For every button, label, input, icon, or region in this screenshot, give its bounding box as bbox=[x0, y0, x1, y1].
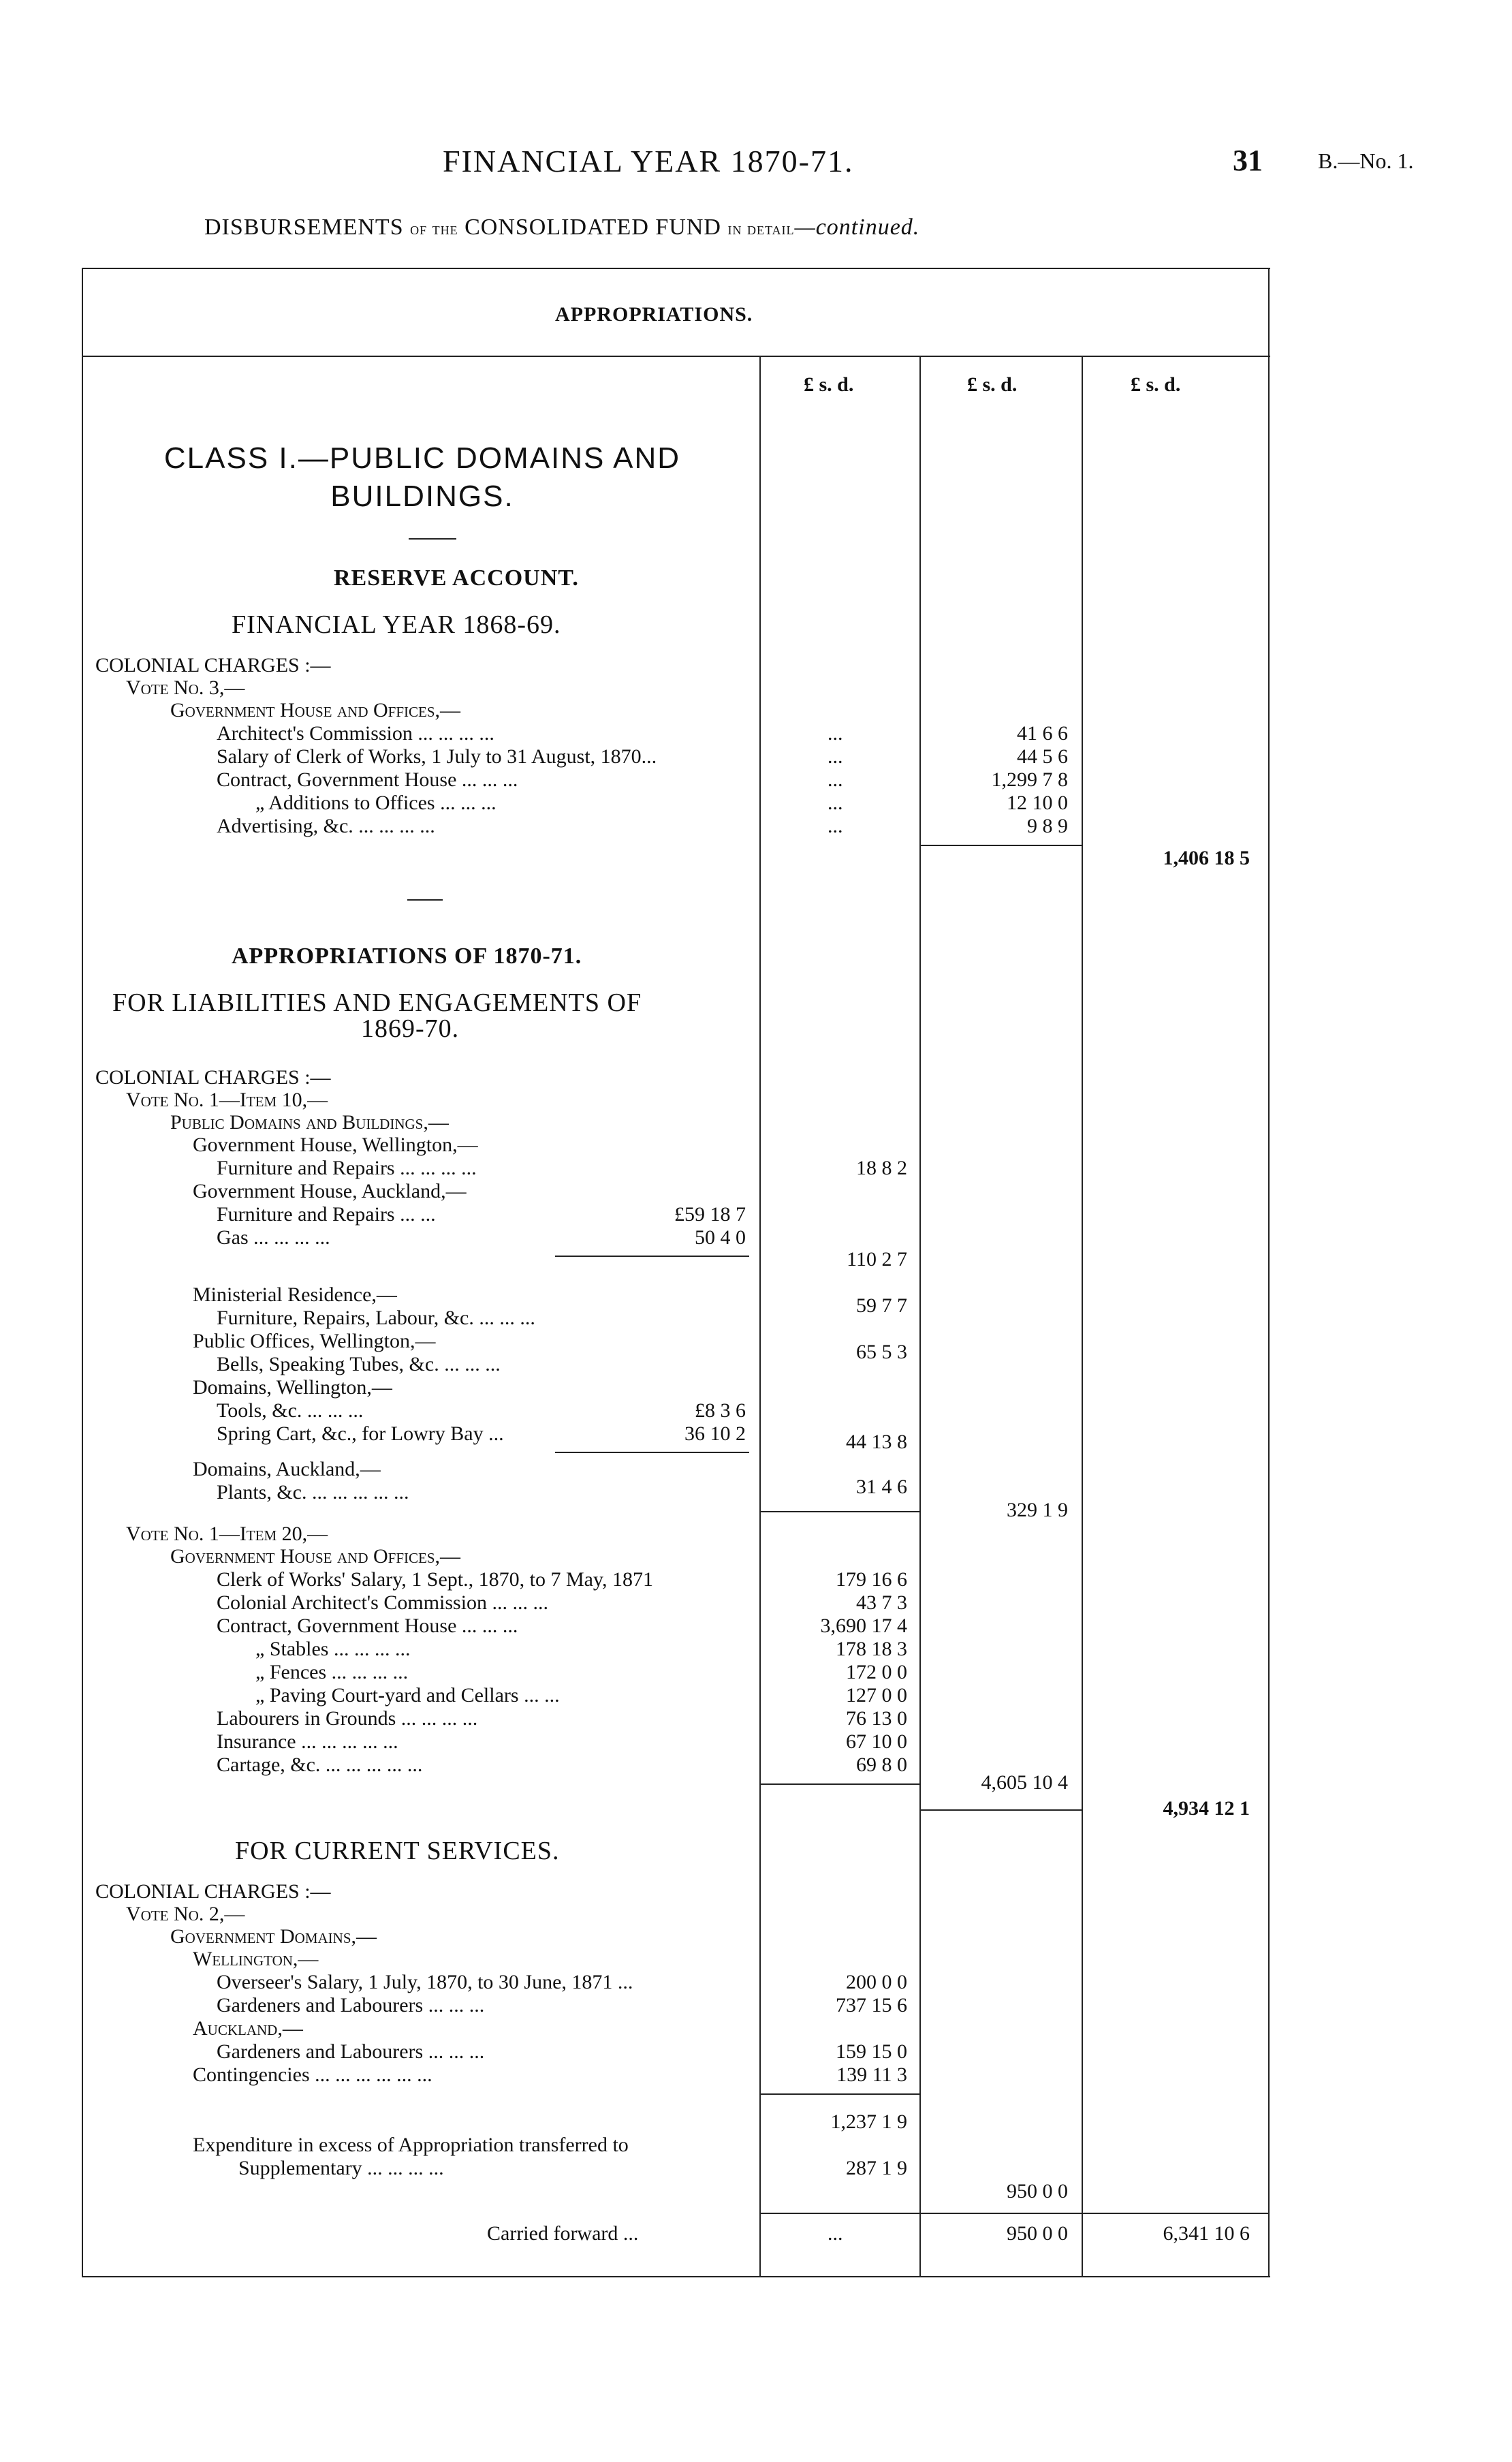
reserve-item-label: Contract, Government House ... ... ... bbox=[217, 768, 518, 791]
reserve-item-c1: ... bbox=[828, 815, 843, 837]
reserve-heading: RESERVE ACCOUNT. bbox=[334, 565, 579, 591]
item20-label: „ Stables ... ... ... ... bbox=[255, 1638, 411, 1660]
item20-label: Labourers in Grounds ... ... ... ... bbox=[217, 1707, 478, 1730]
document-reference: B.—No. 1. bbox=[1318, 149, 1414, 173]
subtitle-part-a: DISBURSEMENTS bbox=[204, 215, 404, 240]
class-heading: CLASS I.—PUBLIC DOMAINS AND BUILDINGS. bbox=[163, 441, 681, 513]
furniture-repairs-label: Furniture and Repairs ... ... ... ... bbox=[217, 1157, 477, 1179]
table-right-border bbox=[1268, 268, 1270, 2277]
auckland-subtotal: 110 2 7 bbox=[847, 1248, 907, 1271]
item20-value: 172 0 0 bbox=[846, 1661, 907, 1683]
item20-value: 43 7 3 bbox=[856, 1591, 907, 1614]
furniture-repairs-auckland-value: £59 18 7 bbox=[674, 1203, 746, 1226]
domains-wellington-subtotal: 44 13 8 bbox=[846, 1431, 907, 1453]
reserve-item-c2: 1,299 7 8 bbox=[991, 768, 1068, 791]
contingencies-label: Contingencies ... ... ... ... ... ... bbox=[193, 2063, 432, 2086]
carried-forward-c2: 950 0 0 bbox=[1007, 2222, 1068, 2245]
page-number: 31 bbox=[1233, 144, 1263, 177]
domains-wellington-heading: Domains, Wellington,— bbox=[193, 1376, 392, 1399]
plants-label: Plants, &c. ... ... ... ... ... bbox=[217, 1481, 409, 1503]
domains-auckland-heading: Domains, Auckland,— bbox=[193, 1458, 381, 1480]
column-divider-1 bbox=[759, 357, 761, 2277]
class-divider bbox=[409, 538, 456, 540]
reserve-item-c2: 12 10 0 bbox=[1007, 792, 1068, 814]
column-divider-3 bbox=[1082, 357, 1083, 2277]
wellington-item-label: Gardeners and Labourers ... ... ... bbox=[217, 1994, 485, 2016]
item10-rule bbox=[761, 1511, 919, 1512]
gh-offices-heading: Government House and Offices,— bbox=[170, 1545, 461, 1568]
ministerial-residence-label: Furniture, Repairs, Labour, &c. ... ... ... bbox=[217, 1307, 535, 1329]
reserve-charges-heading: COLONIAL CHARGES :— bbox=[95, 654, 331, 676]
column-header-3: £ s. d. bbox=[1131, 373, 1181, 396]
item20-value: 76 13 0 bbox=[846, 1707, 907, 1730]
column-header-2: £ s. d. bbox=[967, 373, 1018, 396]
reserve-item-label: Salary of Clerk of Works, 1 July to 31 August, 1870... bbox=[217, 745, 657, 768]
domains-wellington-rule bbox=[555, 1452, 749, 1453]
item20-label: Contract, Government House ... ... ... bbox=[217, 1615, 518, 1637]
public-offices-label: Bells, Speaking Tubes, &c. ... ... ... bbox=[217, 1353, 501, 1375]
reserve-item-label: „ Additions to Offices ... ... ... bbox=[255, 792, 497, 814]
carried-forward-c3: 6,341 10 6 bbox=[1163, 2222, 1250, 2245]
reserve-item-label: Architect's Commission ... ... ... ... bbox=[217, 722, 494, 745]
current-subtotal: 1,237 1 9 bbox=[830, 2110, 907, 2133]
gas-label: Gas ... ... ... ... bbox=[217, 1226, 330, 1249]
plants-value: 31 4 6 bbox=[856, 1476, 907, 1498]
approp-heading: APPROPRIATIONS OF 1870-71. bbox=[232, 944, 582, 969]
current-vote: Vote No. 2,— bbox=[126, 1903, 245, 1925]
item20-label: Insurance ... ... ... ... ... bbox=[217, 1730, 398, 1753]
column-header-1: £ s. d. bbox=[804, 373, 854, 396]
table-bottom-rule bbox=[82, 2276, 1270, 2277]
reserve-item-label: Advertising, &c. ... ... ... ... bbox=[217, 815, 435, 837]
section-divider bbox=[407, 899, 443, 901]
excess-value: 287 1 9 bbox=[846, 2157, 907, 2179]
page-subtitle bbox=[204, 215, 919, 240]
section-total-rule bbox=[921, 1809, 1082, 1811]
item20-label: Colonial Architect's Commission ... ... ... bbox=[217, 1591, 549, 1614]
current-heading: FOR CURRENT SERVICES. bbox=[235, 1837, 560, 1865]
item20-label: Cartage, &c. ... ... ... ... ... bbox=[217, 1754, 423, 1776]
subtitle-of: of the bbox=[410, 219, 458, 238]
item20-rule bbox=[761, 1783, 919, 1785]
carried-forward-c1: ... bbox=[828, 2222, 843, 2245]
auckland-item-label: Gardeners and Labourers ... ... ... bbox=[217, 2040, 485, 2063]
reserve-item-c1: ... bbox=[828, 768, 843, 791]
reserve-item-c2: 44 5 6 bbox=[1017, 745, 1068, 768]
approp-charges-heading: COLONIAL CHARGES :— bbox=[95, 1066, 331, 1089]
ministerial-residence-heading: Ministerial Residence,— bbox=[193, 1283, 397, 1306]
subtitle-part-b: CONSOLIDATED FUND bbox=[464, 215, 721, 240]
wellington-heading: Wellington,— bbox=[193, 1948, 319, 1970]
item10-total: 329 1 9 bbox=[1007, 1499, 1068, 1521]
tools-label: Tools, &c. ... ... ... bbox=[217, 1399, 364, 1422]
item20-value: 3,690 17 4 bbox=[820, 1615, 907, 1637]
reserve-total-rule bbox=[921, 845, 1082, 846]
contingencies-value: 139 11 3 bbox=[836, 2063, 907, 2086]
reserve-item-c1: ... bbox=[828, 792, 843, 814]
reserve-item-c2: 9 8 9 bbox=[1027, 815, 1068, 837]
excess-label-2: Supplementary ... ... ... ... bbox=[238, 2157, 444, 2179]
public-offices-value: 65 5 3 bbox=[856, 1341, 907, 1363]
current-charges-heading: COLONIAL CHARGES :— bbox=[95, 1880, 331, 1903]
auckland-subtotal-rule bbox=[555, 1256, 749, 1257]
item20-label: „ Paving Court-yard and Cellars ... ... bbox=[255, 1684, 560, 1707]
carried-forward-rule bbox=[761, 2213, 1270, 2214]
item20-value: 178 18 3 bbox=[836, 1638, 907, 1660]
reserve-vote: Vote No. 3,— bbox=[126, 676, 245, 699]
page-title: FINANCIAL YEAR 1870-71. bbox=[443, 144, 854, 178]
subtitle-continued: —continued. bbox=[794, 215, 920, 240]
subtitle-in: in detail bbox=[727, 219, 795, 238]
item20-label: Clerk of Works' Salary, 1 Sept., 1870, to 7 May, 1871 bbox=[217, 1568, 653, 1591]
approp-subheading-1: FOR LIABILITIES AND ENGAGEMENTS OF bbox=[112, 988, 642, 1017]
gh-auckland-heading: Government House, Auckland,— bbox=[193, 1180, 467, 1202]
reserve-item-c2: 41 6 6 bbox=[1017, 722, 1068, 745]
wellington-item-label: Overseer's Salary, 1 July, 1870, to 30 June, 1871 ... bbox=[217, 1971, 633, 1993]
item20-value: 179 16 6 bbox=[836, 1568, 907, 1591]
current-total: 950 0 0 bbox=[1007, 2180, 1068, 2202]
approp-public-domains: Public Domains and Buildings,— bbox=[170, 1111, 449, 1134]
table-top-rule bbox=[82, 268, 1270, 269]
reserve-item-c1: ... bbox=[828, 722, 843, 745]
reserve-total: 1,406 18 5 bbox=[1163, 847, 1250, 869]
approp-vote-2: Vote No. 1—Item 20,— bbox=[126, 1523, 328, 1545]
reserve-item-c1: ... bbox=[828, 745, 843, 768]
ministerial-residence-value: 59 7 7 bbox=[856, 1294, 907, 1317]
furniture-repairs-value: 18 8 2 bbox=[856, 1157, 907, 1179]
table-title: APPROPRIATIONS. bbox=[555, 303, 753, 326]
government-domains-heading: Government Domains,— bbox=[170, 1925, 377, 1948]
excess-label-1: Expenditure in excess of Appropriation transferred to bbox=[193, 2134, 629, 2156]
approp-vote-1: Vote No. 1—Item 10,— bbox=[126, 1089, 328, 1111]
furniture-repairs-auckland-label: Furniture and Repairs ... ... bbox=[217, 1203, 436, 1226]
wellington-item-value: 737 15 6 bbox=[836, 1994, 907, 2016]
public-offices-heading: Public Offices, Wellington,— bbox=[193, 1330, 436, 1352]
table-left-border bbox=[82, 268, 83, 2277]
item20-total: 4,605 10 4 bbox=[981, 1771, 1068, 1794]
reserve-subhead: Government House and Offices,— bbox=[170, 699, 461, 721]
column-divider-2 bbox=[919, 357, 921, 2277]
gh-wellington-heading: Government House, Wellington,— bbox=[193, 1134, 478, 1156]
reserve-year: FINANCIAL YEAR 1868-69. bbox=[232, 610, 561, 639]
item20-value: 67 10 0 bbox=[846, 1730, 907, 1753]
item20-value: 69 8 0 bbox=[856, 1754, 907, 1776]
item20-label: „ Fences ... ... ... ... bbox=[255, 1661, 409, 1683]
item20-value: 127 0 0 bbox=[846, 1684, 907, 1707]
header-rule bbox=[82, 356, 1270, 357]
tools-value: £8 3 6 bbox=[695, 1399, 746, 1422]
auckland-item-value: 159 15 0 bbox=[836, 2040, 907, 2063]
section-total: 4,934 12 1 bbox=[1163, 1797, 1250, 1820]
approp-subheading-2: 1869-70. bbox=[361, 1014, 460, 1043]
spring-cart-label: Spring Cart, &c., for Lowry Bay ... bbox=[217, 1422, 504, 1445]
carried-forward-label: Carried forward ... bbox=[487, 2222, 639, 2245]
gas-value: 50 4 0 bbox=[695, 1226, 746, 1249]
wellington-item-value: 200 0 0 bbox=[846, 1971, 907, 1993]
spring-cart-value: 36 10 2 bbox=[684, 1422, 746, 1445]
current-subtotal-rule bbox=[761, 2093, 919, 2095]
auckland-heading: Auckland,— bbox=[193, 2017, 303, 2040]
